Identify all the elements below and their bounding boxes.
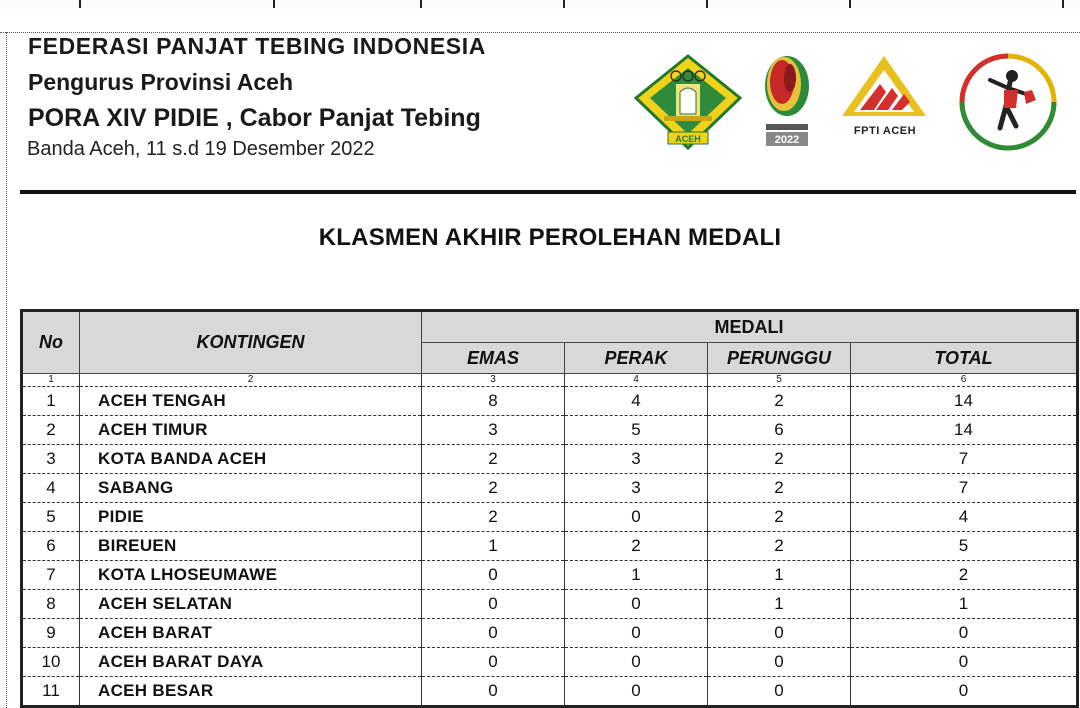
cell-perak: 0 [565,619,708,648]
cell-emas: 1 [422,532,565,561]
table-row [22,532,1078,561]
ruler-tab-marker[interactable] [849,0,851,8]
cell-kontingen: ACEH SELATAN [80,590,422,619]
col-header-perunggu: PERUNGGU [708,343,851,374]
svg-text:FPTI ACEH: FPTI ACEH [853,125,917,137]
cell-perak: 5 [565,416,708,445]
cell-perak: 4 [565,387,708,416]
cell-perunggu: 1 [708,590,851,619]
organization-subtitle: Pengurus Provinsi Aceh [28,69,293,95]
column-number-row [22,374,1078,387]
cell-no: 7 [22,561,80,590]
cell-perak: 3 [565,474,708,503]
cell-total: 4 [851,503,1078,532]
cell-perunggu: 6 [708,416,851,445]
cell-kontingen: ACEH BARAT [80,619,422,648]
ruler-tab-marker[interactable] [273,0,275,8]
cell-total: 5 [851,532,1078,561]
cell-total: 7 [851,474,1078,503]
cell-perak: 0 [565,677,708,707]
cell-perak: 2 [565,532,708,561]
cell-emas: 0 [422,677,565,707]
cell-emas: 2 [422,445,565,474]
medal-table-body [22,374,1078,707]
ruler-tab-marker[interactable] [1062,0,1064,8]
cell-no: 5 [22,503,80,532]
cell-kontingen: BIREUEN [80,532,422,561]
cell-emas: 0 [422,590,565,619]
cell-emas: 8 [422,387,565,416]
table-row [22,648,1078,677]
cell-perunggu: 2 [708,474,851,503]
cell-kontingen: ACEH BARAT DAYA [80,648,422,677]
col-header-emas: EMAS [422,343,565,374]
event-name: PORA XIV PIDIE , Cabor Panjat Tebing [28,104,481,132]
table-row [22,416,1078,445]
cell-kontingen: SABANG [80,474,422,503]
cell-kontingen: KOTA BANDA ACEH [80,445,422,474]
medal-standings-table [20,309,1079,708]
cell-total: 1 [851,590,1078,619]
cell-perunggu: 0 [708,648,851,677]
cell-no: 4 [22,474,80,503]
cell-perunggu: 2 [708,445,851,474]
cell-kontingen: ACEH TENGAH [80,387,422,416]
organization-name: FEDERASI PANJAT TEBING INDONESIA [28,33,486,59]
cell-no: 9 [22,619,80,648]
event-date: Banda Aceh, 11 s.d 19 Desember 2022 [27,138,375,160]
column-number: 3 [422,374,565,387]
cell-perunggu: 2 [708,532,851,561]
cell-total: 0 [851,648,1078,677]
cell-perak: 1 [565,561,708,590]
cell-perunggu: 2 [708,503,851,532]
cell-perunggu: 0 [708,677,851,707]
table-row [22,677,1078,707]
cell-kontingen: KOTA LHOSEUMAWE [80,561,422,590]
table-row [22,474,1078,503]
cell-total: 14 [851,416,1078,445]
cell-perunggu: 2 [708,387,851,416]
cell-perunggu: 0 [708,619,851,648]
col-header-kontingen: KONTINGEN [80,311,422,374]
col-header-medali: MEDALI [422,311,1078,343]
cell-perak: 0 [565,648,708,677]
cell-perak: 0 [565,503,708,532]
table-row [22,445,1078,474]
cell-perunggu: 1 [708,561,851,590]
cell-emas: 2 [422,503,565,532]
column-number: 4 [565,374,708,387]
cell-total: 0 [851,677,1078,707]
cell-perak: 0 [565,590,708,619]
ruler-tab-marker[interactable] [420,0,422,8]
cell-kontingen: PIDIE [80,503,422,532]
cell-kontingen: ACEH TIMUR [80,416,422,445]
column-number: 2 [80,374,422,387]
cell-no: 11 [22,677,80,707]
table-row [22,619,1078,648]
page-margin-guide-left [6,32,7,708]
climber-emblem-icon [950,50,1066,154]
table-row [22,503,1078,532]
cell-total: 2 [851,561,1078,590]
table-row [22,561,1078,590]
column-number: 6 [851,374,1078,387]
column-number: 1 [22,374,80,387]
col-header-perak: PERAK [565,343,708,374]
cell-emas: 0 [422,619,565,648]
fpti-aceh-logo-icon [840,52,930,140]
cell-no: 10 [22,648,80,677]
cell-no: 1 [22,387,80,416]
cell-perak: 3 [565,445,708,474]
cell-emas: 0 [422,561,565,590]
cell-no: 3 [22,445,80,474]
ruler-tab-marker[interactable] [706,0,708,8]
ruler-tab-marker[interactable] [563,0,565,8]
cell-total: 7 [851,445,1078,474]
cell-no: 8 [22,590,80,619]
cell-emas: 0 [422,648,565,677]
cell-no: 2 [22,416,80,445]
cell-emas: 2 [422,474,565,503]
aceh-province-emblem-icon [634,54,742,150]
cell-total: 14 [851,387,1078,416]
cell-kontingen: ACEH BESAR [80,677,422,707]
col-header-no: No [22,311,80,374]
cell-no: 6 [22,532,80,561]
heading-divider [20,190,1076,194]
cell-total: 0 [851,619,1078,648]
svg-text:2022: 2022 [774,134,800,146]
column-number: 5 [708,374,851,387]
table-row [22,387,1078,416]
medal-standings-title: KLASMEN AKHIR PEROLEHAN MEDALI [318,224,782,251]
svg-text:ACEH: ACEH [675,134,701,144]
pora-2022-logo-icon [760,52,814,150]
col-header-total: TOTAL [851,343,1078,374]
top-ruler [0,0,1080,14]
ruler-tab-marker[interactable] [79,0,81,8]
cell-emas: 3 [422,416,565,445]
table-row [22,590,1078,619]
